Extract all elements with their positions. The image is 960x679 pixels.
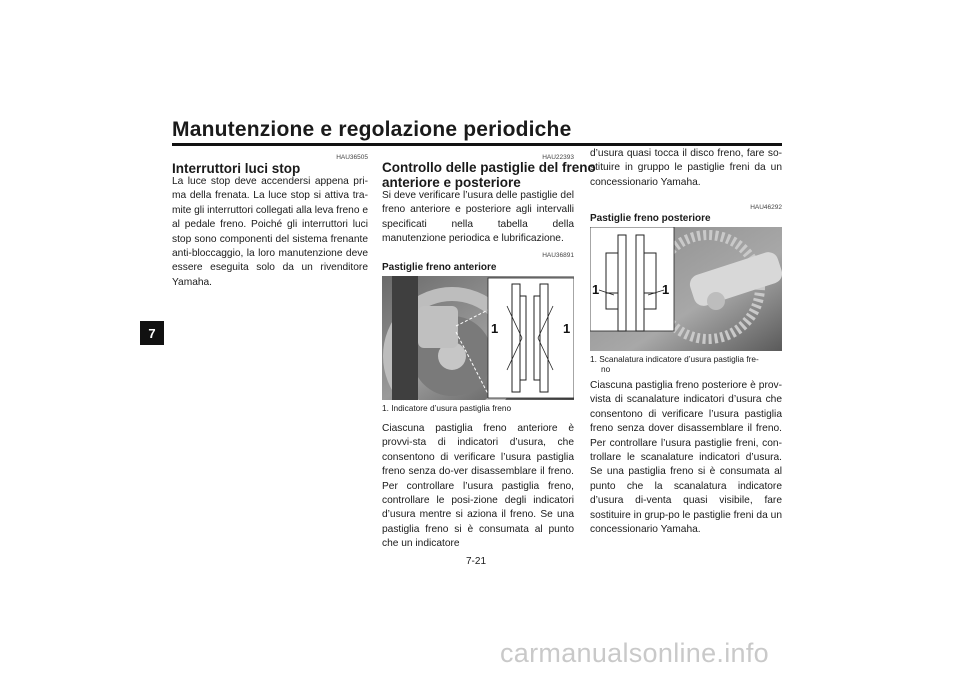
chapter-tab: 7 [140, 321, 164, 345]
watermark: carmanualsonline.info [500, 638, 769, 668]
front-brake-illustration [382, 276, 574, 400]
section-code: HAU36505 [336, 154, 368, 161]
subsection-code: HAU36891 [542, 252, 574, 259]
header-rule [172, 143, 782, 146]
front-brake-pad-photo [382, 276, 574, 400]
continued-text: d’usura quasi tocca il disco freno, fare so-stituire in gruppo le pastiglie freni da un concessionario Yamaha. [590, 148, 782, 188]
figure-caption-line2: no [601, 364, 611, 374]
section-body: La luce stop deve accendersi appena pri-ma della frenata. La luce stop si attiva tra-mite gli interruttori collegati alla leva freno e al pedale freno. Poiché gli interruttori luci stop sono componenti del sistema frenante anti-bloccaggio, la loro manutenzione deve essere eseguita solo da un rivenditore Yamaha. [172, 176, 368, 288]
page-title: Manutenzione e regolazione periodiche [172, 118, 572, 141]
section-body: Ciascuna pastiglia freno anteriore è provvi-sta di indicatori d’usura, che consentono di verificare l’usura pastiglia freno senza do-ver disassemblare il freno. Per controllare l’usura pastiglia freno, controllare le posi-zione degli indicatori d’usura mentre si aziona il freno. Se una pastiglia freno si è consumata al punto che un indicatore [382, 423, 574, 550]
section-heading-line1: Controllo delle pastiglie del freno [382, 160, 596, 175]
subsection-heading: Pastiglie freno posteriore [590, 213, 711, 224]
callout-1-right: 1 [662, 282, 670, 297]
subsection-code: HAU46292 [750, 204, 782, 211]
subsection-heading: Pastiglie freno anteriore [382, 262, 497, 273]
section-heading-line2: anteriore e posteriore [382, 175, 521, 190]
page-number: 7-21 [466, 556, 487, 567]
figure-caption-line1: 1. Scanalatura indicatore d’usura pastiglia fre- [590, 354, 759, 364]
callout-1-right: 1 [563, 321, 571, 336]
rear-brake-illustration [590, 227, 782, 351]
section-intro: Si deve verificare l’usura delle pastiglie del freno anteriore e posteriore agli intervalli specificati nella tabella della manutenzione periodica e lubrificazione. [382, 190, 574, 245]
section-body: Ciascuna pastiglia freno posteriore è prov-vista di scanalature indicatori d’usura che consentono di verificare l’usura pastiglia freno senza dover disassemblare il freno. Per controllare l’usura pastiglie freni, con-trollare le scanalature indicatori d’usura. Se una pastiglia freno si è consumata al punto che la scanalatura indicatore d’usura di-venta quasi visibile, fare sostituire in grup-po le pastiglie freni da un concessionario Yamaha. [590, 380, 782, 536]
section-heading: Interruttori luci stop [172, 161, 301, 176]
figure-caption: 1. Indicatore d’usura pastiglia freno [382, 403, 512, 413]
callout-1-left: 1 [491, 321, 499, 336]
rear-brake-pad-photo [590, 227, 782, 351]
callout-1-left: 1 [592, 282, 600, 297]
section-code: HAU22393 [542, 154, 574, 161]
